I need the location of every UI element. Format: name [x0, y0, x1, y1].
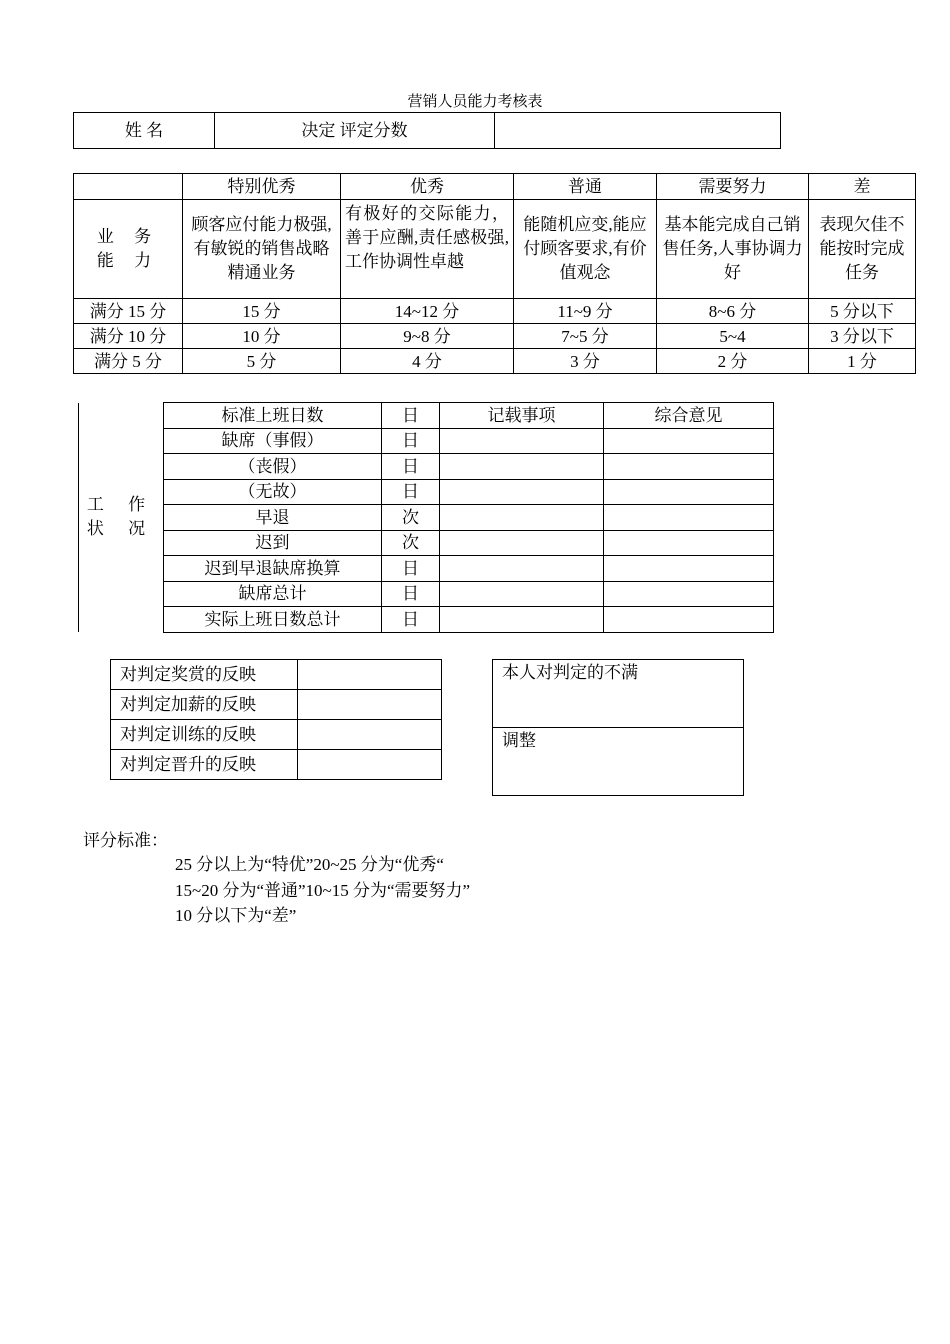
work-unit: 日: [382, 403, 440, 429]
score-cell: 11~9 分: [514, 299, 657, 324]
work-item: 迟到早退缺席换算: [164, 556, 382, 582]
score-cell: 15 分: [183, 299, 341, 324]
description-cell: 基本能完成自己销售任务,人事协调力好: [657, 200, 809, 299]
score-row-label: 满分 5 分: [74, 349, 183, 374]
score-cell: 5 分以下: [809, 299, 916, 324]
work-status-table: [78, 402, 774, 633]
score-cell: 3 分: [514, 349, 657, 374]
scoring-standard-line: 10 分以下为“差”: [175, 906, 297, 925]
record-cell[interactable]: [440, 607, 604, 633]
opinion-cell[interactable]: [604, 556, 774, 582]
name-score-table: [73, 112, 781, 149]
scoring-standard-label: 评分标准：: [83, 831, 168, 850]
score-cell: 8~6 分: [657, 299, 809, 324]
score-value-cell[interactable]: [495, 113, 781, 149]
work-unit: 日: [382, 556, 440, 582]
reaction-label: 对判定奖赏的反映: [111, 660, 298, 690]
work-status-label: 工 作 状 况: [79, 403, 164, 633]
scoring-standard-line: 15~20 分为“普通”10~15 分为“需要努力”: [175, 881, 471, 900]
category-label: 业 务 能 力: [74, 200, 183, 299]
work-item: 缺席总计: [164, 581, 382, 607]
work-unit: 日: [382, 581, 440, 607]
dissatisfaction-table: [492, 659, 744, 796]
work-item: 早退: [164, 505, 382, 531]
description-cell: 能随机应变,能应付顾客要求,有价值观念: [514, 200, 657, 299]
reaction-label: 对判定加薪的反映: [111, 690, 298, 720]
reaction-value-cell[interactable]: [298, 690, 442, 720]
work-item: 标准上班日数: [164, 403, 382, 429]
reaction-table: [110, 659, 442, 780]
col-header: 优秀: [341, 174, 514, 200]
record-cell[interactable]: [440, 556, 604, 582]
work-item: （丧假）: [164, 454, 382, 480]
score-cell: 3 分以下: [809, 324, 916, 349]
score-label: 决定 评定分数: [215, 113, 495, 149]
work-unit: 次: [382, 530, 440, 556]
record-header: 记载事项: [440, 403, 604, 429]
scoring-standard-line: 25 分以上为“特优”20~25 分为“优秀“: [175, 855, 444, 874]
work-unit: 日: [382, 428, 440, 454]
score-cell: 9~8 分: [341, 324, 514, 349]
score-cell: 4 分: [341, 349, 514, 374]
reaction-value-cell[interactable]: [298, 660, 442, 690]
adjustment-cell[interactable]: 调整: [493, 728, 744, 796]
dissatisfaction-cell[interactable]: 本人对判定的不满: [493, 660, 744, 728]
opinion-cell[interactable]: [604, 454, 774, 480]
corner-cell: [74, 174, 183, 200]
score-cell: 1 分: [809, 349, 916, 374]
opinion-cell[interactable]: [604, 581, 774, 607]
score-cell: 2 分: [657, 349, 809, 374]
work-unit: 日: [382, 454, 440, 480]
reaction-label: 对判定训练的反映: [111, 720, 298, 750]
work-unit: 次: [382, 505, 440, 531]
record-cell[interactable]: [440, 479, 604, 505]
work-item: 实际上班日数总计: [164, 607, 382, 633]
opinion-cell[interactable]: [604, 607, 774, 633]
record-cell[interactable]: [440, 505, 604, 531]
work-unit: 日: [382, 479, 440, 505]
col-header: 需要努力: [657, 174, 809, 200]
work-item: 缺席（事假）: [164, 428, 382, 454]
description-cell: 有极好的交际能力，善于应酬,责任感极强,工作协调性卓越: [341, 200, 514, 299]
record-cell[interactable]: [440, 581, 604, 607]
opinion-header: 综合意见: [604, 403, 774, 429]
score-cell: 5 分: [183, 349, 341, 374]
score-row-label: 满分 10 分: [74, 324, 183, 349]
work-item: （无故）: [164, 479, 382, 505]
record-cell[interactable]: [440, 454, 604, 480]
description-cell: 表现欠佳不能按时完成任务: [809, 200, 916, 299]
record-cell[interactable]: [440, 530, 604, 556]
reaction-value-cell[interactable]: [298, 720, 442, 750]
score-cell: 7~5 分: [514, 324, 657, 349]
description-cell: 顾客应付能力极强,有敏锐的销售战略精通业务: [183, 200, 341, 299]
opinion-cell[interactable]: [604, 479, 774, 505]
work-unit: 日: [382, 607, 440, 633]
score-cell: 14~12 分: [341, 299, 514, 324]
ability-table: [73, 173, 916, 374]
col-header: 普通: [514, 174, 657, 200]
opinion-cell[interactable]: [604, 530, 774, 556]
opinion-cell[interactable]: [604, 428, 774, 454]
col-header: 特别优秀: [183, 174, 341, 200]
col-header: 差: [809, 174, 916, 200]
name-label: 姓 名: [74, 113, 215, 149]
record-cell[interactable]: [440, 428, 604, 454]
page-title: 营销人员能力考核表: [407, 94, 543, 110]
score-cell: 5~4: [657, 324, 809, 349]
reaction-label: 对判定晋升的反映: [111, 750, 298, 780]
work-item: 迟到: [164, 530, 382, 556]
opinion-cell[interactable]: [604, 505, 774, 531]
score-cell: 10 分: [183, 324, 341, 349]
reaction-value-cell[interactable]: [298, 750, 442, 780]
score-row-label: 满分 15 分: [74, 299, 183, 324]
